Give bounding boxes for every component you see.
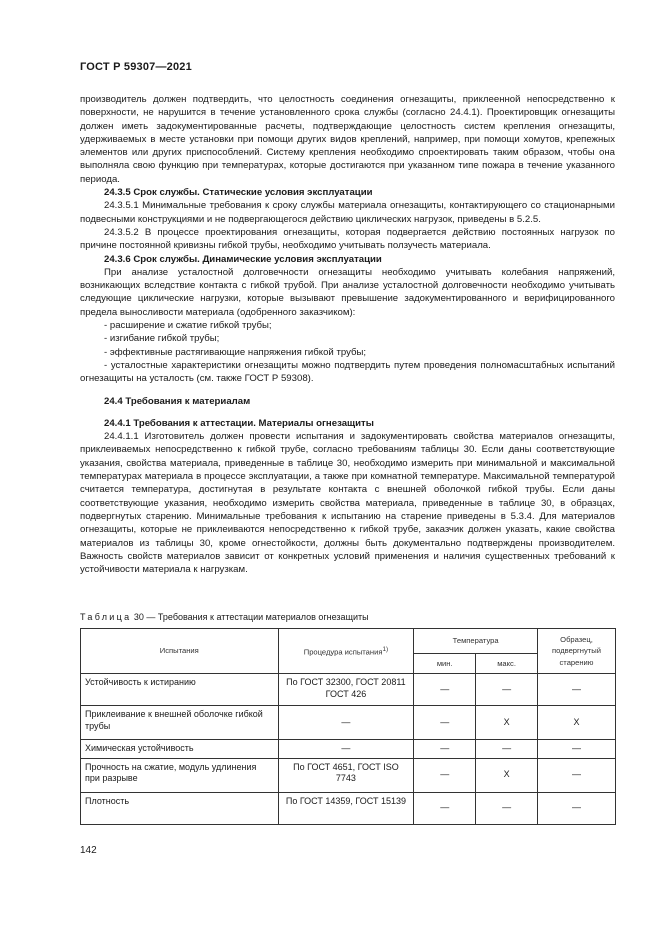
footnote-marker: 1) bbox=[382, 645, 389, 653]
main-text bbox=[80, 93, 615, 576]
section-heading: 24.3.6 Срок службы. Динамические условия эксплуатации bbox=[104, 253, 382, 265]
paragraph: 24.3.5.1 Минимальные требования к сроку службы материала огнезащиты, контактирующего со стационарными подвесными конструкциями и не подвергающегося действию циклических нагрузок, приведены в 5.2.5. bbox=[80, 200, 615, 225]
cell-min: — bbox=[414, 792, 476, 824]
cell-procedure: По ГОСТ 14359, ГОСТ 15139 bbox=[278, 792, 414, 824]
section-heading: 24.4 Требования к материалам bbox=[104, 395, 251, 407]
header-max: макс. bbox=[476, 654, 538, 674]
cell-aged: — bbox=[538, 758, 616, 792]
cell-aged: X bbox=[538, 706, 616, 740]
cell-max: X bbox=[476, 758, 538, 792]
table-row bbox=[81, 758, 616, 792]
table-row bbox=[81, 792, 616, 824]
cell-test: Химическая устойчивость bbox=[81, 740, 279, 759]
header-min: мин. bbox=[414, 654, 476, 674]
cell-aged: — bbox=[538, 792, 616, 824]
table-caption-label: Таблица bbox=[80, 612, 132, 622]
table-row bbox=[81, 706, 616, 740]
page-number: 142 bbox=[80, 845, 97, 856]
header-temperature: Температура bbox=[414, 629, 538, 654]
section-heading: 24.3.5 Срок службы. Статические условия эксплуатации bbox=[104, 187, 373, 199]
section-heading: 24.4.1 Требования к аттестации. Материалы огнезащиты bbox=[104, 417, 374, 429]
cell-aged: — bbox=[538, 740, 616, 759]
list-item: - расширение и сжатие гибкой трубы; bbox=[104, 320, 272, 332]
cell-procedure: По ГОСТ 32300, ГОСТ 20811 ГОСТ 426 bbox=[278, 674, 414, 706]
cell-procedure: — bbox=[278, 740, 414, 759]
cell-procedure: — bbox=[278, 706, 414, 740]
cell-max: X bbox=[476, 706, 538, 740]
cell-max: — bbox=[476, 792, 538, 824]
cell-test: Устойчивость к истиранию bbox=[81, 674, 279, 706]
header-aged: Образец, подвергнутый старению bbox=[538, 629, 616, 674]
cell-min: — bbox=[414, 758, 476, 792]
table-row bbox=[81, 674, 616, 706]
cell-min: — bbox=[414, 706, 476, 740]
paragraph: 24.4.1.1 Изготовитель должен провести испытания и задокументировать свойства материалов огнезащиты, приклеиваемых непосредственно к гибкой трубе, согласно требованиям таблицы 30. Если даны соответствующие указания, свойства материала, приведенные в таблице 30, необходимо измерить при минимальной и максимальной температурах материала в процессе эксплуатации, а также при комнатной температуре. Максимальной температурой считается температура, достигнутая в результате контакта с внешней оболочкой гибкой трубы. Если даны соответствующие указания, необходимо измерить свойства материала, приведенные в таблице 30, в образцах, подвергнутых старению. Минимальные требования к испытанию на старение приведены в 5.3.4. Для материалов огнезащиты, которые не приклеиваются непосредственно к гибкой трубе, заказчик должен указать, какие свойства материалов из таблицы 30, кроме огнестойкости, должны быть документально подтверждены производителем. Важность свойств материалов зависит от конкретных условий применения и наличия существенных требований к устойчивости материала к нагрузкам. bbox=[80, 431, 615, 576]
table-caption-text: 30 — Требования к аттестации материалов огнезащиты bbox=[133, 612, 369, 622]
cell-aged: — bbox=[538, 674, 616, 706]
table-row bbox=[81, 740, 616, 759]
document-id: ГОСТ Р 59307—2021 bbox=[80, 61, 192, 73]
paragraph: 24.3.5.2 В процессе проектирования огнезащиты, которая подвергается действию постоянных нагрузок по причине постоянной кривизны гибкой трубы, необходимо учитывать ползучесть материала. bbox=[80, 226, 615, 252]
list-item: - изгибание гибкой трубы; bbox=[104, 333, 220, 345]
cell-max: — bbox=[476, 740, 538, 759]
header-tests: Испытания bbox=[81, 629, 279, 674]
cell-min: — bbox=[414, 740, 476, 759]
header-procedure-label: Процедура испытания bbox=[303, 647, 383, 657]
cell-test: Плотность bbox=[81, 792, 279, 824]
paragraph: производитель должен подтвердить, что целостность соединения огнезащиты, приклеенной непосредственно к поверхности, не нарушится в течение установленного срока службы (согласно 24.4.1). Проектировщик огнезащиты должен иметь задокументированные расчеты, подтверждающие целостность систем крепления огнезащиты, удерживаемых в месте установки при помощи других видов креплений, например, при помощи хомутов, крепежных элементов или других приспособлений. Систему крепления необходимо спроектировать таким образом, чтобы она выполняла свою функцию при температурах, которые достигаются при указанном типе пожара в течение указанного периода. bbox=[80, 94, 615, 185]
cell-min: — bbox=[414, 674, 476, 706]
list-item: - эффективные растягивающие напряжения гибкой трубы; bbox=[104, 346, 367, 358]
qualification-table bbox=[80, 628, 616, 825]
cell-max: — bbox=[476, 674, 538, 706]
cell-test: Прочность на сжатие, модуль удлинения при разрыве bbox=[81, 758, 279, 792]
table-caption bbox=[80, 612, 369, 622]
list-item: - усталостные характеристики огнезащиты можно подтвердить путем проведения полномасштабных испытаний огнезащиты на усталость (см. также ГОСТ Р 59308). bbox=[80, 359, 615, 385]
header-procedure bbox=[278, 629, 414, 674]
cell-procedure: По ГОСТ 4651, ГОСТ ISO 7743 bbox=[278, 758, 414, 792]
cell-test: Приклеивание к внешней оболочке гибкой трубы bbox=[81, 706, 279, 740]
paragraph: При анализе усталостной долговечности огнезащиты необходимо учитывать колебания напряжений, возникающих вследствие контакта с гибкой трубой. При анализе усталостной долговечности необходимо учитывать следующие циклические нагрузки, которые вызывают превышение задокументированного и верифицированного предела выносливости материала (одобренного заказчиком): bbox=[80, 266, 615, 318]
